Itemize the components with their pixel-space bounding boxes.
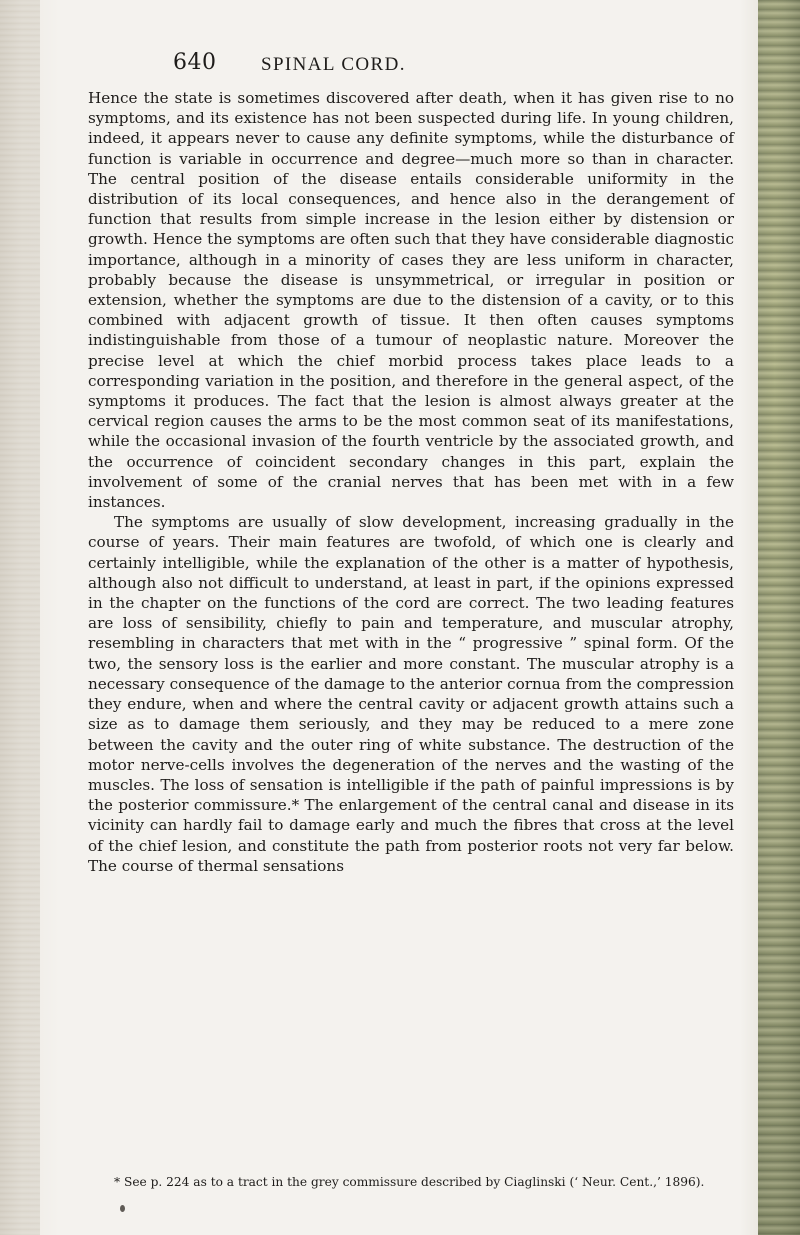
paragraph-2: The symptoms are usually of slow development, increasing gradually in the course of years. Their main features are twofold, of which one is clearly and certainly intelligible, while the explanation of the other is a matter of hypothesis, although also not difficult to understand, at least in part, if the opinions expressed in the chapter on the functions of the cord are correct. The two leading features are loss of sensibility, chiefly to pain and temperature, and muscular atrophy, resembling in characters that met with in the “ progressive ” spinal form. Of the two, the sensory loss is the earlier and more constant. The muscular atrophy is a necessary consequence of the damage to the anterior cornua from the compression they endure, when and where the central cavity or adjacent growth attains such a size as to damage them seriously, and they may be reduced to a mere zone between the cavity and the outer ring of white substance. The destruction of the motor nerve-cells involves the degeneration of the nerves and the wasting of the muscles. The loss of sensation is intelligible if the path of painful impressions is by the posterior commissure.* The enlargement of the central canal and disease in its vicinity can hardly fail to damage early and much the fibres that cross at the level of the chief lesion, and constitute the path from posterior roots not very far below. The course of thermal sensations xyxy=(88,513,734,875)
ink-speck xyxy=(120,1205,125,1212)
paragraph-1: Hence the state is sometimes discovered after death, when it has given rise to no symptoms, and its existence has not been suspected during life. In young children, indeed, it appears never to cause any definite symptoms, while the disturbance of function is variable in occurrence and degree—much more so than in character. The central position of the disease entails considerable uniformity in the distribution of its local consequences, and hence also in the derangement of function that results from simple increase in the lesion either by distension or growth. Hence the symptoms are often such that they have considerable diagnostic importance, although in a minority of cases they are less uniform in character, probably because the disease is unsymmetrical, or irregular in position or extension, whether the symptoms are due to the distension of a cavity, or to this combined with adjacent growth of tissue. It then often causes symptoms indistinguishable from those of a tumour of neoplastic nature. Moreover the precise level at which the chief morbid process takes place leads to a corresponding variation in the position, and therefore in the general aspect, of the symptoms it produces. The fact that the lesion is almost always greater at the cervical region causes the arms to be the most common seat of its manifestations, while the occasional invasion of the fourth ventricle by the associated growth, and the occurrence of coincident secondary changes in this part, explain the involvement of some of the cranial nerves that has been met with in a few instances. xyxy=(88,89,734,512)
page-number: 640 xyxy=(173,50,217,75)
page-gutter-left xyxy=(0,0,40,1235)
running-title: SPINAL CORD. xyxy=(261,54,406,75)
book-binding-edge xyxy=(758,0,800,1235)
body-text xyxy=(88,88,734,876)
footnote: * See p. 224 as to a tract in the grey commissure described by Ciaglinski (‘ Neur. Cent.,’ 1896). xyxy=(114,1175,705,1189)
page-header xyxy=(173,50,733,80)
